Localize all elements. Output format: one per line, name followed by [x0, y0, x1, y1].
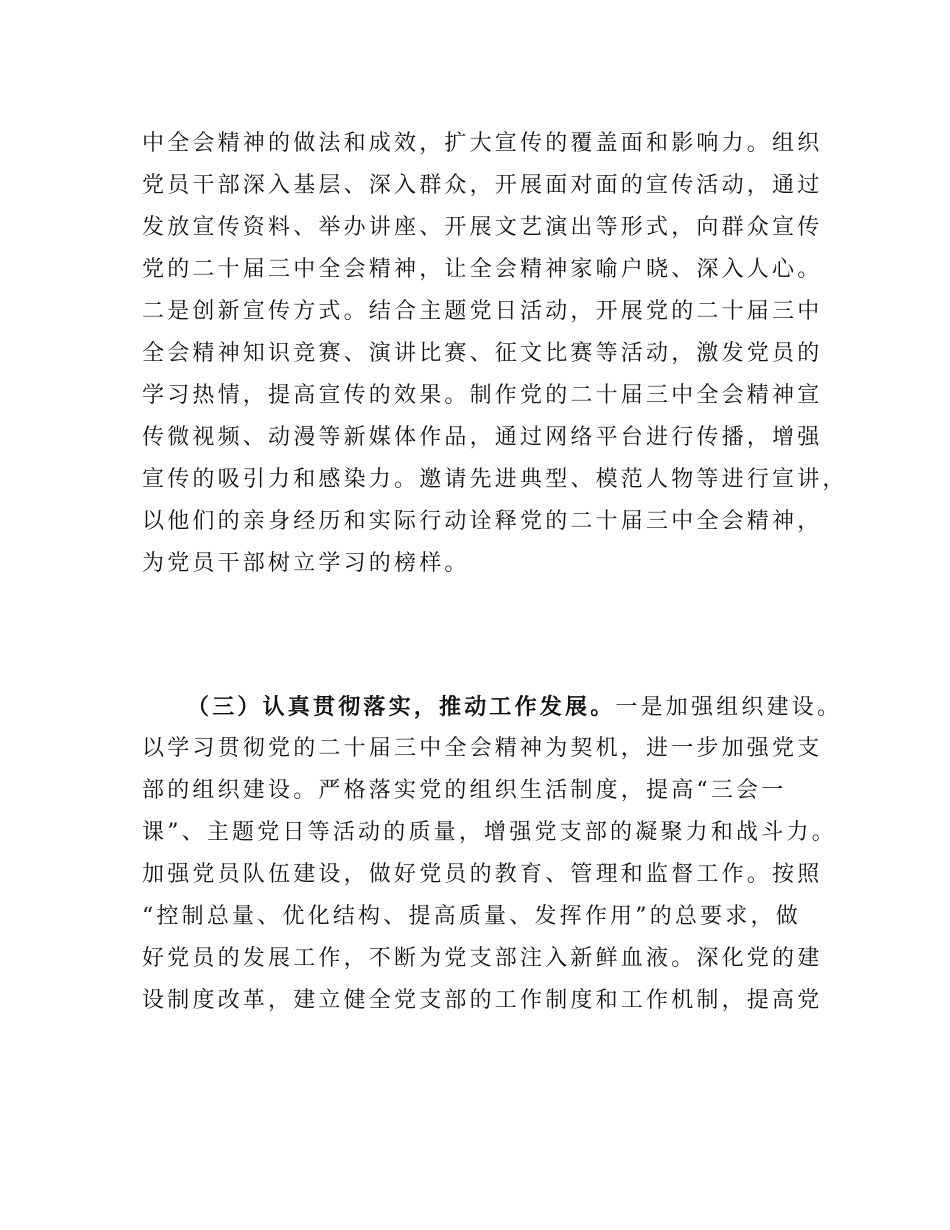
text-line: 宣传的吸引力和感染力。邀请先进典型、模范人物等进行宣讲， — [142, 467, 848, 492]
text-line: 二是创新宣传方式。结合主题党日活动，开展党的二十届三中 — [142, 299, 823, 324]
text-line: “控制总量、优化结构、提高质量、发挥作用”的总要求，做 — [142, 904, 801, 929]
text-line: 传微视频、动漫等新媒体作品，通过网络平台进行传播，增强 — [142, 425, 823, 450]
section-heading: （三）认真贯彻落实，推动工作发展。 — [187, 694, 616, 720]
text-line: 以学习贯彻党的二十届三中全会精神为契机，进一步加强党支 — [142, 736, 823, 761]
text-line: 党的二十届三中全会精神，让全会精神家喻户晓、深入人心。 — [142, 257, 823, 282]
paragraph-propaganda — [142, 123, 848, 585]
text-line: 全会精神知识竞赛、演讲比赛、征文比赛等活动，激发党员的 — [142, 341, 823, 366]
text-line: 为党员干部树立学习的榜样。 — [142, 551, 470, 576]
text-line: 设制度改革，建立健全党支部的工作制度和工作机制，提高党 — [142, 988, 823, 1013]
paragraph-implementation — [142, 686, 843, 1022]
text-line: 发放宣传资料、举办讲座、开展文艺演出等形式，向群众宣传 — [142, 215, 823, 240]
text-line: 加强党员队伍建设，做好党员的教育、管理和监督工作。按照 — [142, 862, 823, 887]
heading-line — [142, 686, 843, 728]
text-line: 好党员的发展工作，不断为党支部注入新鲜血液。深化党的建 — [142, 946, 823, 971]
text-line: 学习热情，提高宣传的效果。制作党的二十届三中全会精神宣 — [142, 383, 823, 408]
text-line: 党员干部深入基层、深入群众，开展面对面的宣传活动，通过 — [142, 173, 823, 198]
text-line: 部的组织建设。严格落实党的组织生活制度，提高“三会一 — [142, 778, 787, 803]
text-line: 以他们的亲身经历和实际行动诠释党的二十届三中全会精神， — [142, 509, 823, 534]
text-line: 中全会精神的做法和成效，扩大宣传的覆盖面和影响力。组织 — [142, 131, 823, 156]
heading-line-rest: 一是加强组织建设。 — [615, 695, 843, 720]
text-line: 课”、主题党日等活动的质量，增强党支部的凝聚力和战斗力。 — [142, 820, 837, 845]
